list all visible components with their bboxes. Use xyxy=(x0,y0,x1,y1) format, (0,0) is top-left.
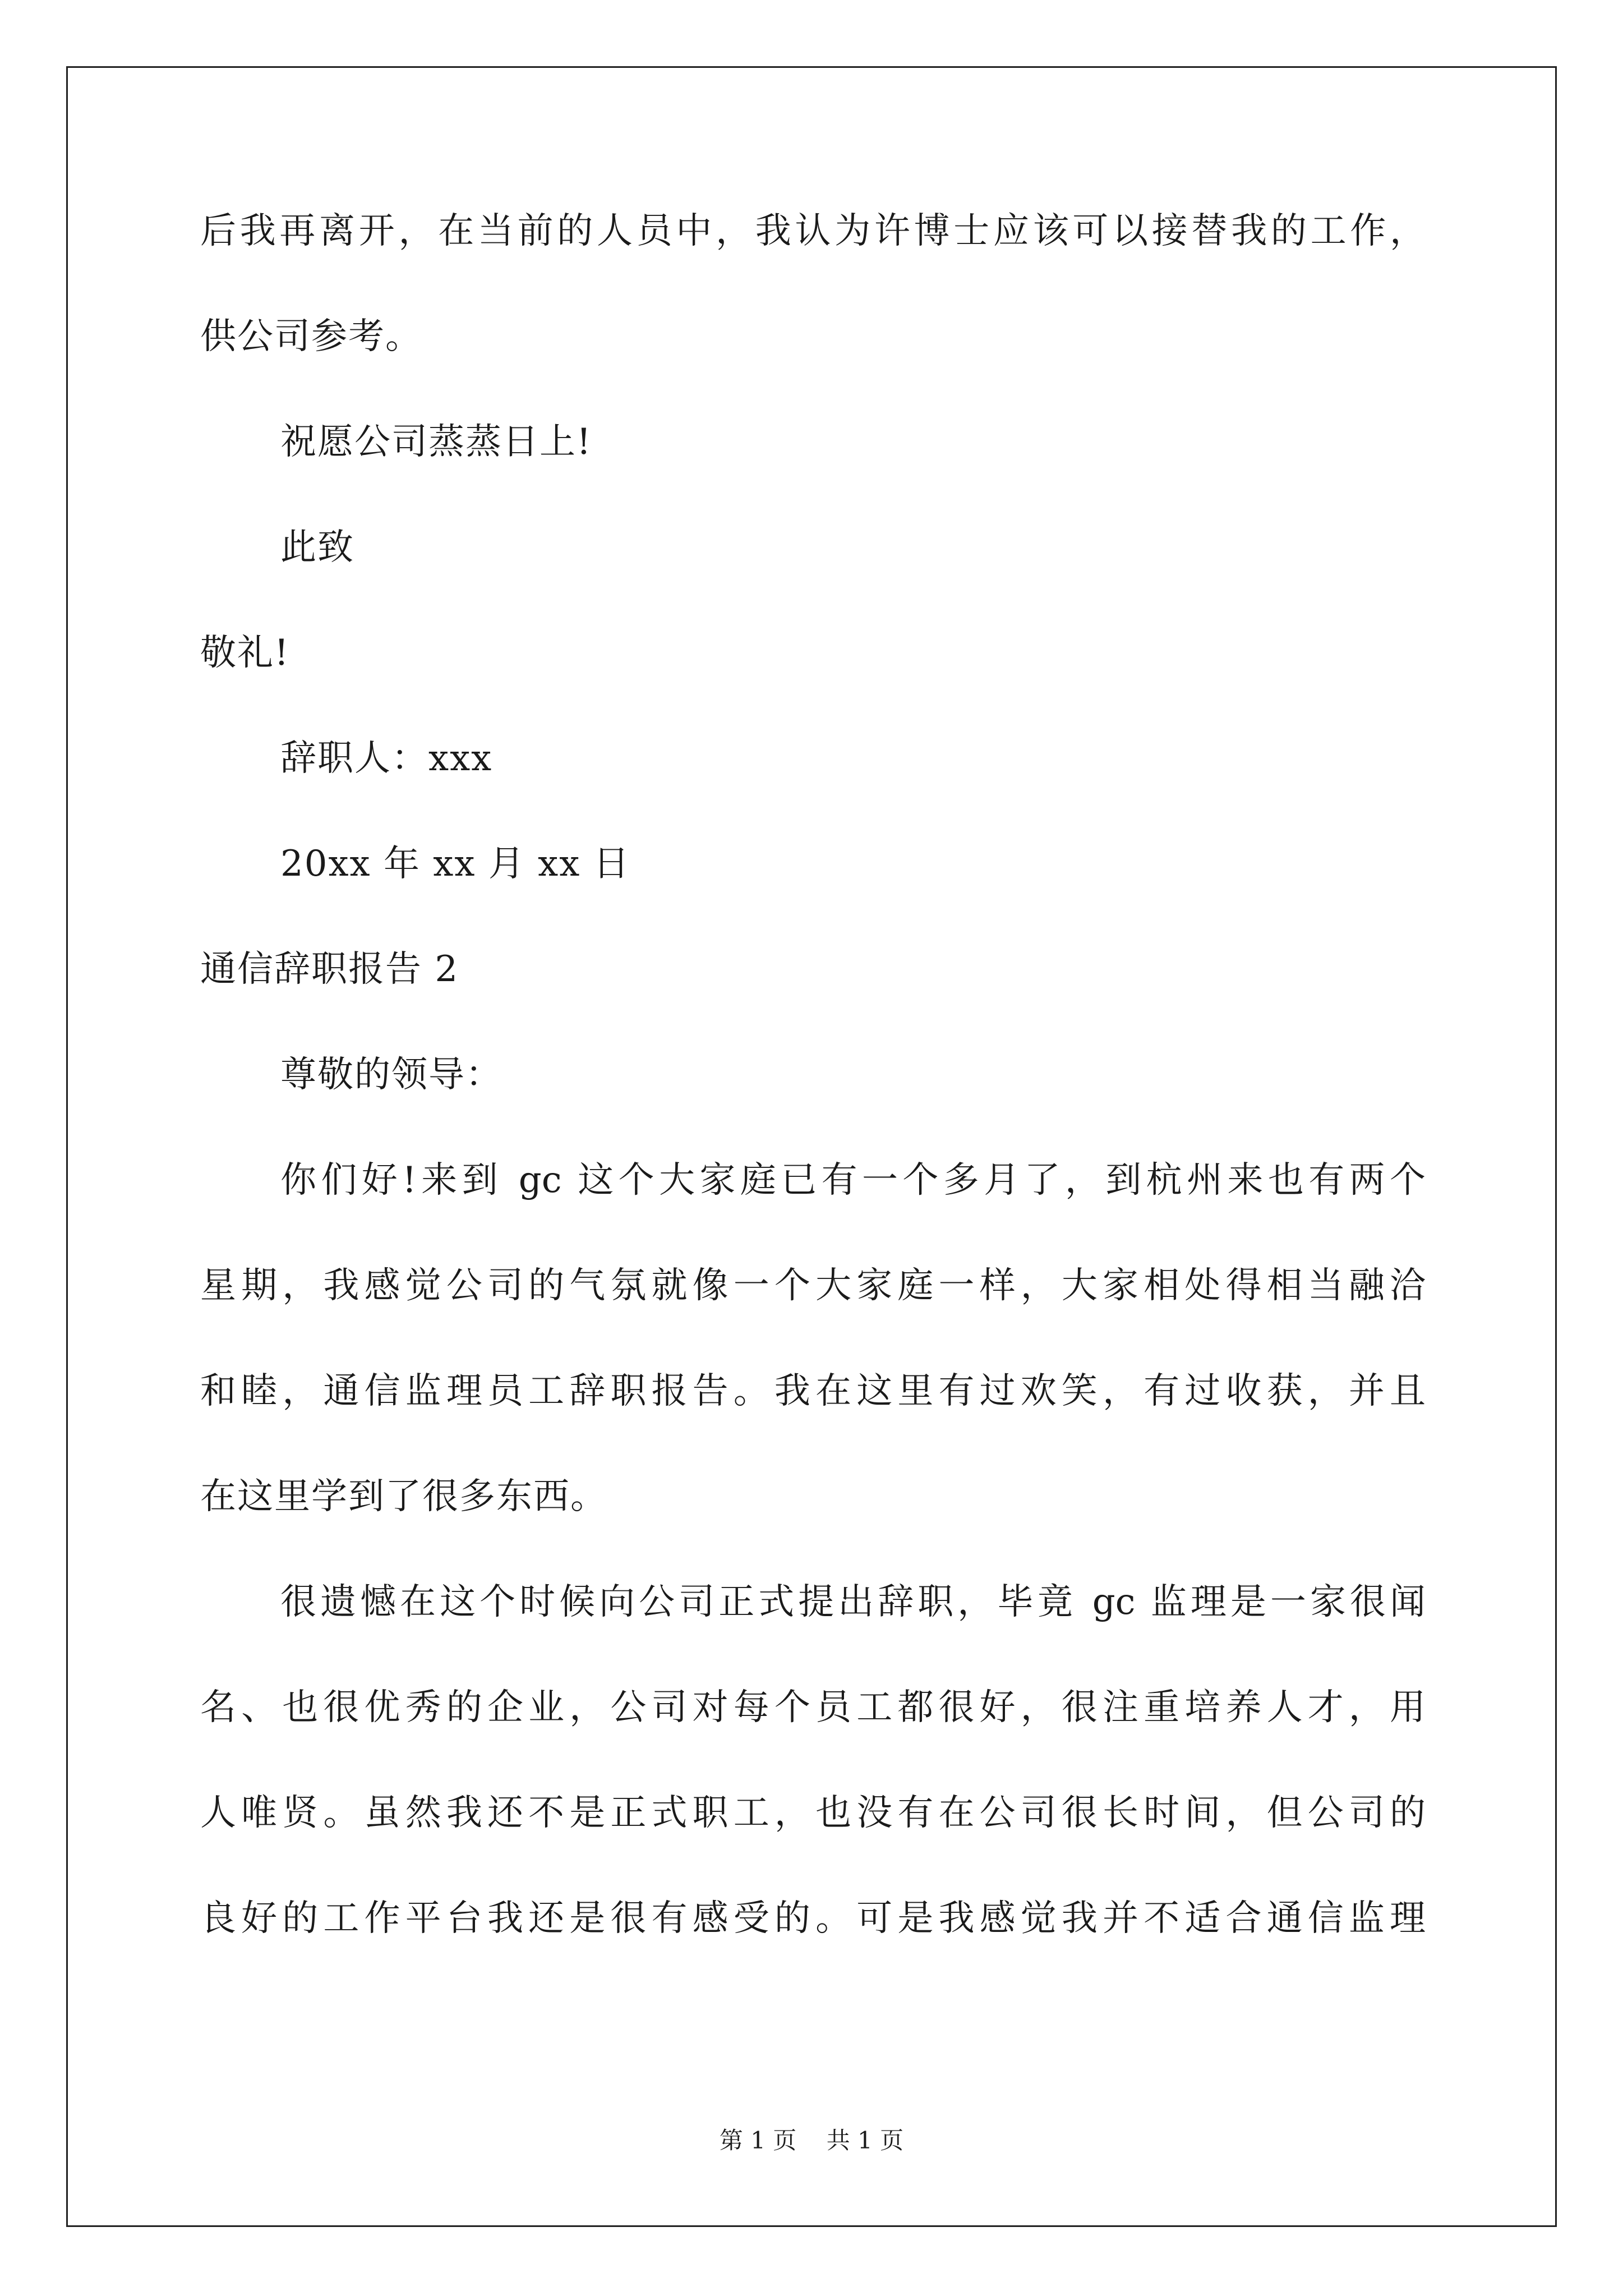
paragraph-2-line-4: 良好的工作平台我还是很有感受的。可是我感觉我并不适合通信监理 xyxy=(200,1898,1426,1939)
paragraph-2-line-3: 人唯贤。虽然我还不是正式职工，也没有在公司很长时间，但公司的 xyxy=(200,1792,1426,1834)
paragraph-1-line-1: 你们好!来到 gc 这个大家庭已有一个多月了，到杭州来也有两个 xyxy=(280,1159,1426,1201)
section-title: 通信辞职报告 2 xyxy=(200,949,459,990)
text-line-wishes: 祝愿公司蒸蒸日上! xyxy=(280,421,592,463)
text-line-greeting: 尊敬的领导： xyxy=(280,1054,502,1096)
page-footer: 第 1 页 共 1 页 xyxy=(719,2127,904,2154)
paragraph-1-line-3: 和睦，通信监理员工辞职报告。我在这里有过欢笑，有过收获，并且 xyxy=(200,1370,1426,1412)
text-line-closing: 此致 xyxy=(280,527,354,568)
text-line-reference: 供公司参考。 xyxy=(200,316,422,357)
paragraph-2-line-2: 名、也很优秀的企业，公司对每个员工都很好，很注重培养人才，用 xyxy=(200,1687,1426,1728)
paragraph-2-line-1: 很遗憾在这个时候向公司正式提出辞职，毕竟 gc 监理是一家很闻 xyxy=(280,1581,1426,1623)
text-line-salute: 敬礼! xyxy=(200,632,290,674)
text-line-signature: 辞职人：xxx xyxy=(280,738,493,779)
text-line-continuation: 后我再离开，在当前的人员中，我认为许博士应该可以接替我的工作， xyxy=(200,210,1426,252)
text-line-date: 20xx 年 xx 月 xx 日 xyxy=(280,843,630,885)
paragraph-1-line-2: 星期，我感觉公司的气氛就像一个大家庭一样，大家相处得相当融洽 xyxy=(200,1265,1426,1306)
paragraph-1-line-4: 在这里学到了很多东西。 xyxy=(200,1476,607,1517)
